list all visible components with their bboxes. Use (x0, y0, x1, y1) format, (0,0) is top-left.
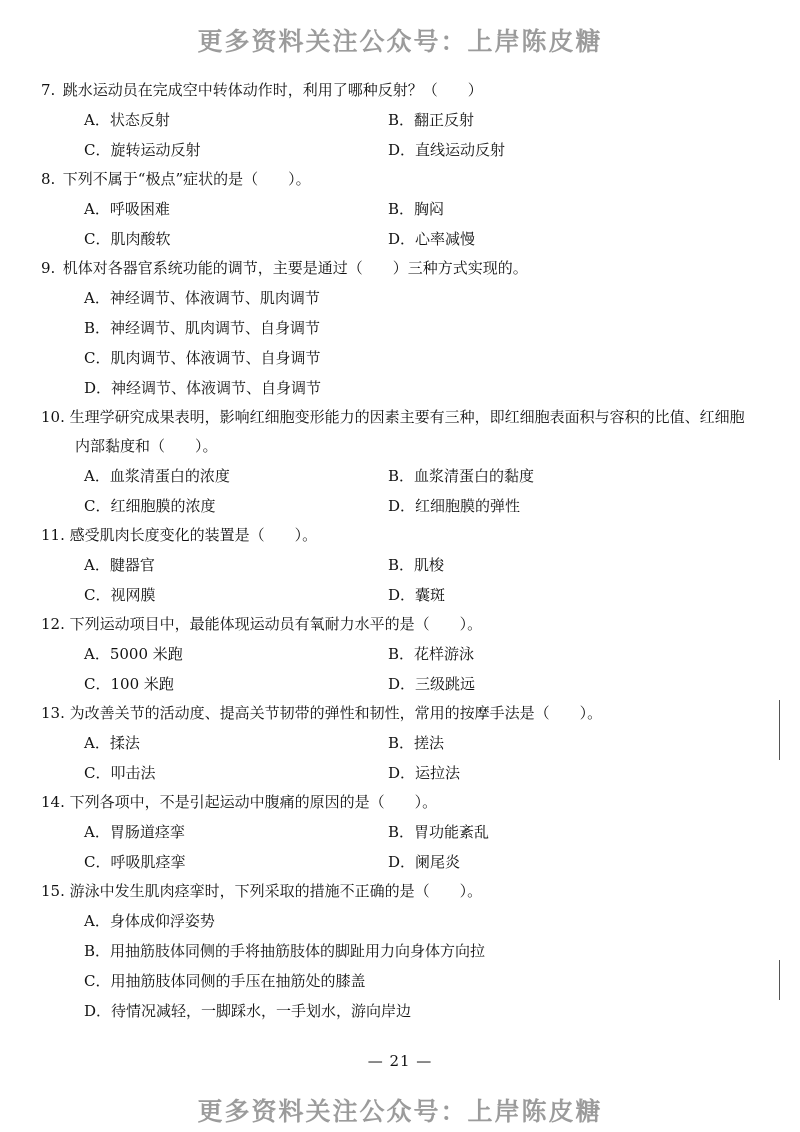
question-text: 感受肌肉长度变化的装置是（ ）。 (69, 526, 318, 544)
option-list (58, 906, 758, 1026)
question-text: 机体对各器官系统功能的调节，主要是通过（ ）三种方式实现的。 (62, 259, 528, 277)
option-c: C．叩击法 (84, 764, 156, 782)
question-text: 为改善关节的活动度、提高关节韧带的弹性和韧性，常用的按摩手法是（ ）。 (69, 704, 603, 722)
option-a: A．状态反射 (84, 111, 170, 129)
question-9 (41, 254, 758, 403)
option-list (58, 194, 758, 254)
question-number: 13. (41, 704, 65, 722)
option-list (58, 639, 758, 699)
question-12 (41, 610, 758, 699)
option-b: B．胃功能紊乱 (388, 823, 490, 841)
question-text: 跳水运动员在完成空中转体动作时，利用了哪种反射？（ ） (62, 81, 483, 99)
question-number: 15. (41, 882, 65, 900)
question-list (41, 76, 758, 1026)
question-13 (41, 699, 758, 788)
watermark-top: 更多资料关注公众号：上岸陈皮糖 (197, 27, 603, 56)
question-8 (41, 165, 758, 254)
question-text: 游泳中发生肌肉痉挛时，下列采取的措施不正确的是（ ）。 (69, 882, 483, 900)
option-a: A．揉法 (84, 734, 140, 752)
question-stem (41, 699, 758, 728)
option-a: A．神经调节、体液调节、肌肉调节 (84, 289, 320, 307)
option-list (58, 105, 758, 165)
option-a: A．胃肠道痉挛 (84, 823, 185, 841)
option-list (58, 728, 758, 788)
question-stem: 8. 下列不属于“极点”症状的是（ ）。 (41, 170, 311, 188)
page-number: — 21 — (367, 1052, 433, 1070)
question-number: 12. (41, 615, 65, 633)
watermark-bottom: 更多资料关注公众号：上岸陈皮糖 (197, 1097, 603, 1126)
option-d: D．直线运动反射 (388, 141, 506, 159)
option-list (58, 283, 758, 403)
option-list (58, 817, 758, 877)
question-10 (41, 403, 758, 521)
option-d: D．囊斑 (388, 586, 446, 604)
scan-edge-mark (779, 700, 780, 760)
option-b: B．肌梭 (388, 556, 445, 574)
question-15 (41, 877, 758, 1026)
option-d: D．神经调节、体液调节、自身调节 (84, 379, 322, 397)
option-c: C．肌肉酸软 (84, 230, 171, 248)
option-a: A．血浆清蛋白的浓度 (84, 467, 230, 485)
option-c: C．肌肉调节、体液调节、自身调节 (84, 349, 321, 367)
question-text: 下列不属于“极点”症状的是（ ）。 (62, 170, 311, 188)
option-c: C．用抽筋肢体同侧的手压在抽筋处的膝盖 (84, 972, 366, 990)
question-text: 生理学研究成果表明，影响红细胞变形能力的因素主要有三种，即红细胞表面积与容积的比值、红细胞内部黏度和（ ）。 (69, 408, 745, 455)
option-b: B．翻正反射 (388, 111, 475, 129)
question-number: 10. (41, 408, 65, 426)
option-d: D．红细胞膜的弹性 (388, 497, 521, 515)
question-stem (41, 521, 758, 550)
option-a: A．5000 米跑 (84, 645, 183, 663)
option-a: A．呼吸困难 (84, 200, 170, 218)
option-c: C．旋转运动反射 (84, 141, 201, 159)
option-list (58, 550, 758, 610)
option-d: D．阑尾炎 (388, 853, 461, 871)
option-c: C．视网膜 (84, 586, 156, 604)
option-d: D．待情况减轻，一脚踩水，一手划水，游向岸边 (84, 1002, 412, 1020)
option-a: A．腱器官 (84, 556, 155, 574)
scan-edge-mark (779, 960, 780, 1000)
option-c: C．100 米跑 (84, 675, 174, 693)
option-d: D．三级跳远 (388, 675, 476, 693)
option-b: B．搓法 (388, 734, 445, 752)
option-c: C．红细胞膜的浓度 (84, 497, 216, 515)
option-list (58, 461, 758, 521)
option-b: B．神经调节、肌肉调节、自身调节 (84, 319, 321, 337)
question-stem: 7. 跳水运动员在完成空中转体动作时，利用了哪种反射？（ ） (41, 81, 483, 99)
option-d: D．运拉法 (388, 764, 461, 782)
question-14 (41, 788, 758, 877)
option-d: D．心率减慢 (388, 230, 476, 248)
question-stem (41, 610, 758, 639)
option-b: B．花样游泳 (388, 645, 475, 663)
option-a: A．身体成仰浮姿势 (84, 912, 215, 930)
question-7 (41, 76, 758, 165)
question-stem (41, 403, 758, 461)
option-b: B．胸闷 (388, 200, 445, 218)
question-number: 14. (41, 793, 65, 811)
option-b: B．血浆清蛋白的黏度 (388, 467, 535, 485)
question-stem (41, 877, 758, 906)
option-b: B．用抽筋肢体同侧的手将抽筋肢体的脚趾用力向身体方向拉 (84, 942, 486, 960)
question-stem (41, 788, 758, 817)
question-text: 下列各项中，不是引起运动中腹痛的原因的是（ ）。 (69, 793, 438, 811)
question-11 (41, 521, 758, 610)
question-number: 11. (41, 526, 65, 544)
question-text: 下列运动项目中，最能体现运动员有氧耐力水平的是（ ）。 (69, 615, 483, 633)
question-stem: 9. 机体对各器官系统功能的调节，主要是通过（ ）三种方式实现的。 (41, 259, 528, 277)
option-c: C．呼吸肌痉挛 (84, 853, 186, 871)
